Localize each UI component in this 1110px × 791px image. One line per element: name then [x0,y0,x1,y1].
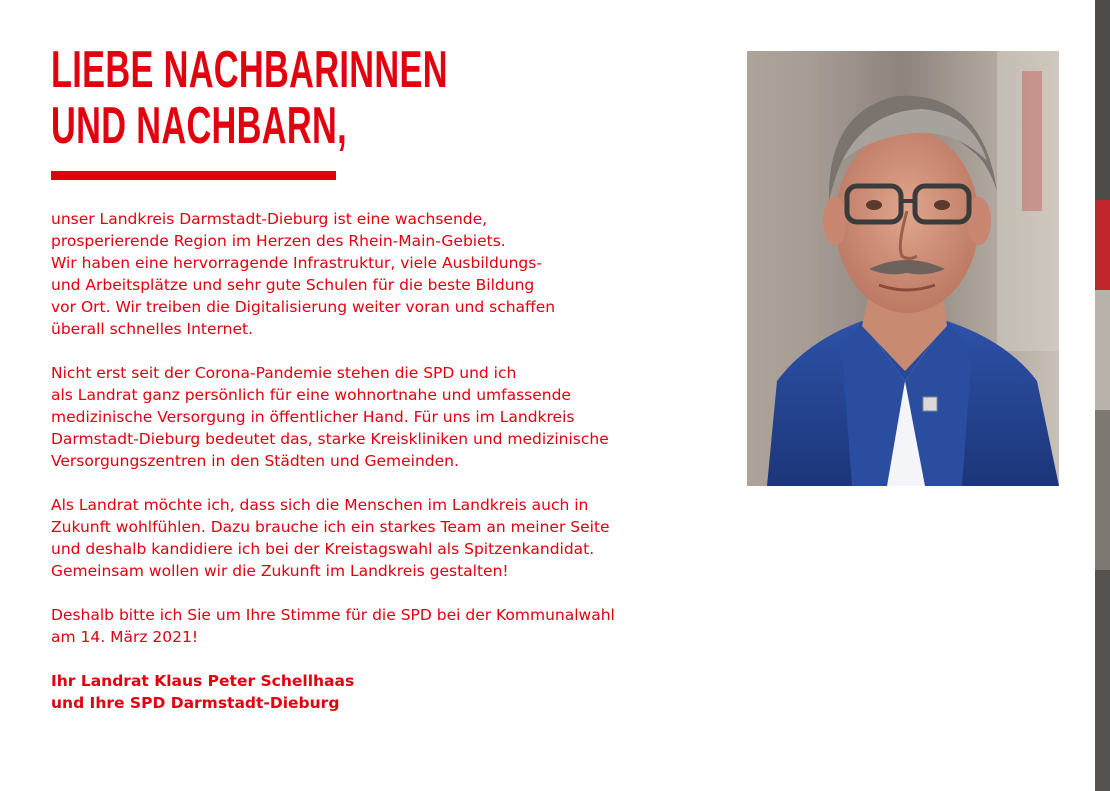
text-line: prosperierende Region im Herzen des Rhein-Main-Gebiets. [51,232,506,250]
headline-line-2: UND NACHBARN, [51,97,347,155]
portrait-photo [747,51,1059,486]
paragraph-1 [51,208,691,340]
headline-line-1: LIEBE NACHBARINNEN [51,41,448,99]
text-line: Wir haben eine hervorragende Infrastruktur, viele Ausbildungs- [51,254,542,272]
text-line: Gemeinsam wollen wir die Zukunft im Landkreis gestalten! [51,562,509,580]
edge-photo-strip [1095,0,1110,791]
signature-line-1: Ihr Landrat Klaus Peter Schellhaas [51,672,355,690]
text-line: am 14. März 2021! [51,628,199,646]
paragraph-2 [51,362,691,472]
text-line: Deshalb bitte ich Sie um Ihre Stimme für die SPD bei der Kommunalwahl [51,606,615,624]
signature [51,670,691,714]
letter-body [51,208,691,714]
signature-line-2: und Ihre SPD Darmstadt-Dieburg [51,694,340,712]
paragraph-3 [51,494,691,582]
text-line: als Landrat ganz persönlich für eine wohnortnahe und umfassende [51,386,571,404]
text-line: Als Landrat möchte ich, dass sich die Menschen im Landkreis auch in [51,496,589,514]
text-line: überall schnelles Internet. [51,320,254,338]
paragraph-4 [51,604,691,648]
text-line: Zukunft wohlfühlen. Dazu brauche ich ein starkes Team an meiner Seite [51,518,610,536]
headline-underline [51,171,336,180]
text-line: und deshalb kandidiere ich bei der Kreistagswahl als Spitzenkandidat. [51,540,595,558]
text-line: Nicht erst seit der Corona-Pandemie stehen die SPD und ich [51,364,517,382]
text-line: und Arbeitsplätze und sehr gute Schulen für die beste Bildung [51,276,535,294]
text-line: Versorgungszentren in den Städten und Gemeinden. [51,452,459,470]
text-line: medizinische Versorgung in öffentlicher Hand. Für uns im Landkreis [51,408,575,426]
headline [51,42,448,154]
text-line: vor Ort. Wir treiben die Digitalisierung weiter voran und schaffen [51,298,556,316]
text-line: Darmstadt-Dieburg bedeutet das, starke Kreiskliniken und medizinische [51,430,609,448]
text-line: unser Landkreis Darmstadt-Dieburg ist eine wachsende, [51,210,488,228]
